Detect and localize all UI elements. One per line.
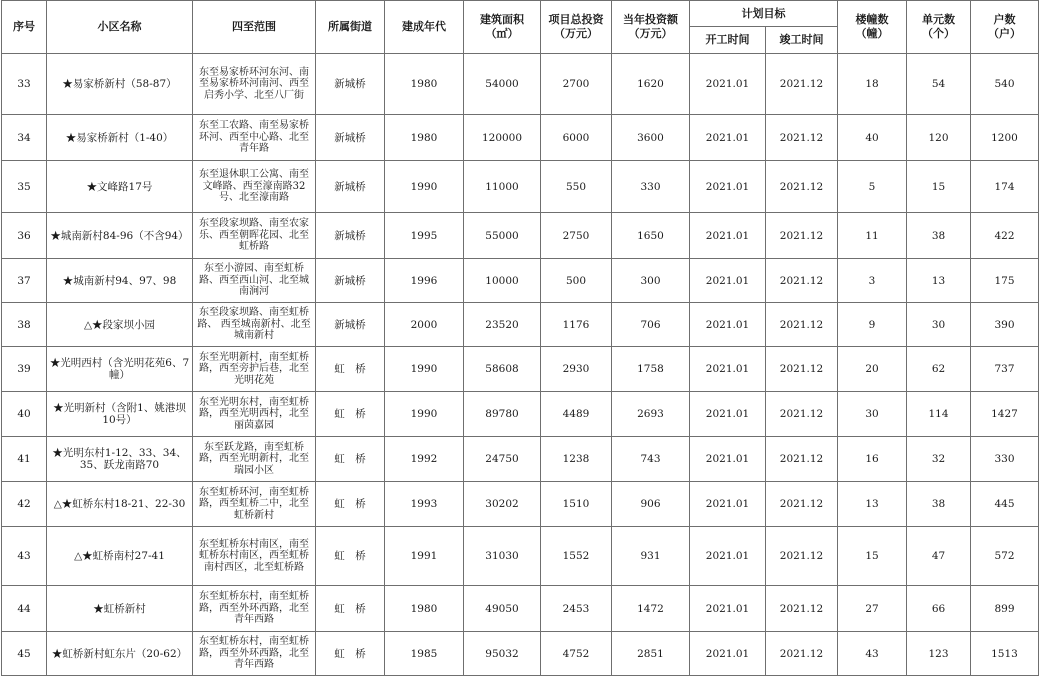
cell-annual-investment: 1620 xyxy=(612,54,690,115)
cell-household-count: 899 xyxy=(971,586,1039,632)
cell-built-year: 1990 xyxy=(385,161,464,213)
cell-building-count: 9 xyxy=(838,303,907,347)
cell-community-name: ★光明东村1-12、33、34、35、跃龙南路70 xyxy=(47,437,193,482)
header-total-invest xyxy=(541,1,612,54)
table-row xyxy=(2,632,1039,676)
cell-start-date: 2021.01 xyxy=(690,303,766,347)
cell-annual-investment: 330 xyxy=(612,161,690,213)
cell-finish-date: 2021.12 xyxy=(766,586,838,632)
cell-finish-date: 2021.12 xyxy=(766,259,838,303)
cell-building-count: 20 xyxy=(838,347,907,392)
cell-start-date: 2021.01 xyxy=(690,586,766,632)
header-line-unit: （万元） xyxy=(628,27,673,40)
header-year-invest xyxy=(612,1,690,54)
cell-street: 虹 桥 xyxy=(316,632,385,676)
cell-start-date: 2021.01 xyxy=(690,347,766,392)
cell-boundary-range: 东至虹桥东村南区，南至虹桥东村南区，西至虹桥南村西区，北至虹桥路 xyxy=(193,527,316,586)
cell-floor-area: 11000 xyxy=(464,161,541,213)
cell-built-year: 1980 xyxy=(385,115,464,161)
cell-seq: 36 xyxy=(2,213,47,259)
cell-total-investment: 1552 xyxy=(541,527,612,586)
cell-floor-area: 30202 xyxy=(464,482,541,527)
cell-seq: 34 xyxy=(2,115,47,161)
cell-annual-investment: 743 xyxy=(612,437,690,482)
cell-finish-date: 2021.12 xyxy=(766,115,838,161)
table-row xyxy=(2,161,1039,213)
cell-community-name: ★光明西村（含光明花苑6、7幢） xyxy=(47,347,193,392)
cell-community-name: ★易家桥新村（58-87） xyxy=(47,54,193,115)
cell-household-count: 737 xyxy=(971,347,1039,392)
header-line-unit: （万元） xyxy=(554,27,598,40)
cell-seq: 35 xyxy=(2,161,47,213)
header-range: 四至范围 xyxy=(193,1,316,54)
header-line-label: 单元数 xyxy=(922,13,955,26)
cell-finish-date: 2021.12 xyxy=(766,54,838,115)
cell-street: 新城桥 xyxy=(316,54,385,115)
cell-street: 新城桥 xyxy=(316,213,385,259)
cell-floor-area: 24750 xyxy=(464,437,541,482)
cell-built-year: 1985 xyxy=(385,632,464,676)
cell-building-count: 15 xyxy=(838,527,907,586)
cell-household-count: 390 xyxy=(971,303,1039,347)
cell-total-investment: 2750 xyxy=(541,213,612,259)
table-row xyxy=(2,437,1039,482)
cell-street: 虹 桥 xyxy=(316,586,385,632)
header-line-label: 项目总投资 xyxy=(548,13,604,26)
table-row xyxy=(2,303,1039,347)
header-line-unit: （户） xyxy=(988,27,1021,40)
cell-seq: 41 xyxy=(2,437,47,482)
cell-annual-investment: 3600 xyxy=(612,115,690,161)
cell-floor-area: 10000 xyxy=(464,259,541,303)
header-start: 开工时间 xyxy=(690,27,766,54)
cell-street: 新城桥 xyxy=(316,161,385,213)
table-row xyxy=(2,586,1039,632)
cell-finish-date: 2021.12 xyxy=(766,527,838,586)
cell-boundary-range: 东至段家坝路、南至农家乐、西至朝晖花园、北至虹桥路 xyxy=(193,213,316,259)
cell-community-name: ★城南新村84-96（不含94） xyxy=(47,213,193,259)
cell-building-count: 40 xyxy=(838,115,907,161)
cell-boundary-range: 东至光明新村，南至虹桥路，西至旁护后巷，北至光明花苑 xyxy=(193,347,316,392)
cell-finish-date: 2021.12 xyxy=(766,392,838,437)
cell-total-investment: 2930 xyxy=(541,347,612,392)
table-row xyxy=(2,115,1039,161)
cell-finish-date: 2021.12 xyxy=(766,161,838,213)
cell-total-investment: 500 xyxy=(541,259,612,303)
cell-start-date: 2021.01 xyxy=(690,161,766,213)
table-row xyxy=(2,482,1039,527)
cell-building-count: 13 xyxy=(838,482,907,527)
cell-built-year: 1996 xyxy=(385,259,464,303)
cell-boundary-range: 东至跃龙路，南至虹桥路，西至光明新村，北至瑞园小区 xyxy=(193,437,316,482)
header-street: 所属街道 xyxy=(316,1,385,54)
cell-annual-investment: 906 xyxy=(612,482,690,527)
cell-boundary-range: 东至小游园、南至虹桥路、西至西山河、北至城南涧河 xyxy=(193,259,316,303)
cell-annual-investment: 1650 xyxy=(612,213,690,259)
cell-street: 新城桥 xyxy=(316,115,385,161)
cell-community-name: △★虹桥东村18-21、22-30 xyxy=(47,482,193,527)
table-row xyxy=(2,259,1039,303)
cell-start-date: 2021.01 xyxy=(690,54,766,115)
cell-floor-area: 95032 xyxy=(464,632,541,676)
header-line-label: 建筑面积 xyxy=(480,13,524,26)
cell-annual-investment: 2693 xyxy=(612,392,690,437)
cell-floor-area: 49050 xyxy=(464,586,541,632)
cell-street: 虹 桥 xyxy=(316,527,385,586)
cell-finish-date: 2021.12 xyxy=(766,437,838,482)
header-units xyxy=(907,1,971,54)
table-body xyxy=(2,54,1039,676)
cell-unit-count: 38 xyxy=(907,482,971,527)
cell-unit-count: 38 xyxy=(907,213,971,259)
table-row xyxy=(2,347,1039,392)
cell-boundary-range: 东至段家坝路、南至虹桥路、 西至城南新村、北至城南新村 xyxy=(193,303,316,347)
cell-unit-count: 120 xyxy=(907,115,971,161)
cell-household-count: 330 xyxy=(971,437,1039,482)
cell-unit-count: 32 xyxy=(907,437,971,482)
cell-household-count: 422 xyxy=(971,213,1039,259)
cell-street: 虹 桥 xyxy=(316,482,385,527)
cell-annual-investment: 706 xyxy=(612,303,690,347)
cell-floor-area: 54000 xyxy=(464,54,541,115)
header-households xyxy=(971,1,1039,54)
cell-street: 新城桥 xyxy=(316,259,385,303)
header-line-label: 楼幢数 xyxy=(855,13,889,26)
cell-floor-area: 89780 xyxy=(464,392,541,437)
cell-start-date: 2021.01 xyxy=(690,632,766,676)
cell-finish-date: 2021.12 xyxy=(766,213,838,259)
cell-boundary-range: 东至退休职工公寓、南至文峰路、西至濠南路32号、北至濠南路 xyxy=(193,161,316,213)
cell-building-count: 27 xyxy=(838,586,907,632)
cell-built-year: 1992 xyxy=(385,437,464,482)
cell-household-count: 1513 xyxy=(971,632,1039,676)
table-row xyxy=(2,213,1039,259)
cell-household-count: 572 xyxy=(971,527,1039,586)
cell-unit-count: 13 xyxy=(907,259,971,303)
cell-finish-date: 2021.12 xyxy=(766,632,838,676)
header-area xyxy=(464,1,541,54)
cell-seq: 37 xyxy=(2,259,47,303)
cell-unit-count: 54 xyxy=(907,54,971,115)
cell-building-count: 16 xyxy=(838,437,907,482)
cell-floor-area: 55000 xyxy=(464,213,541,259)
cell-community-name: △★段家坝小园 xyxy=(47,303,193,347)
cell-building-count: 5 xyxy=(838,161,907,213)
renovation-table xyxy=(1,0,1039,676)
cell-start-date: 2021.01 xyxy=(690,213,766,259)
cell-community-name: ★文峰路17号 xyxy=(47,161,193,213)
cell-annual-investment: 300 xyxy=(612,259,690,303)
cell-community-name: ★虹桥新村 xyxy=(47,586,193,632)
cell-start-date: 2021.01 xyxy=(690,437,766,482)
cell-start-date: 2021.01 xyxy=(690,115,766,161)
cell-built-year: 1990 xyxy=(385,392,464,437)
cell-total-investment: 4752 xyxy=(541,632,612,676)
table-row xyxy=(2,392,1039,437)
cell-built-year: 1993 xyxy=(385,482,464,527)
cell-seq: 45 xyxy=(2,632,47,676)
cell-built-year: 1980 xyxy=(385,586,464,632)
cell-boundary-range: 东至虹桥东村，南至虹桥路，西至外环西路，北至青年西路 xyxy=(193,632,316,676)
cell-building-count: 43 xyxy=(838,632,907,676)
header-line-label: 当年投资额 xyxy=(623,13,678,26)
cell-floor-area: 31030 xyxy=(464,527,541,586)
cell-boundary-range: 东至虹桥环河，南至虹桥路，西至虹桥二中，北至虹桥新村 xyxy=(193,482,316,527)
cell-seq: 42 xyxy=(2,482,47,527)
cell-household-count: 174 xyxy=(971,161,1039,213)
table-row xyxy=(2,54,1039,115)
cell-household-count: 540 xyxy=(971,54,1039,115)
cell-boundary-range: 东至光明东村，南至虹桥路，西至光明西村，北至丽茵嘉园 xyxy=(193,392,316,437)
cell-start-date: 2021.01 xyxy=(690,527,766,586)
cell-street: 虹 桥 xyxy=(316,347,385,392)
cell-annual-investment: 1758 xyxy=(612,347,690,392)
cell-street: 新城桥 xyxy=(316,303,385,347)
cell-start-date: 2021.01 xyxy=(690,392,766,437)
cell-start-date: 2021.01 xyxy=(690,259,766,303)
cell-community-name: ★城南新村94、97、98 xyxy=(47,259,193,303)
cell-finish-date: 2021.12 xyxy=(766,482,838,527)
cell-unit-count: 47 xyxy=(907,527,971,586)
cell-total-investment: 4489 xyxy=(541,392,612,437)
cell-boundary-range: 东至工农路、南至易家桥环河、西至中心路、北至青年路 xyxy=(193,115,316,161)
cell-boundary-range: 东至虹桥东村，南至虹桥路，西至外环西路，北至青年西路 xyxy=(193,586,316,632)
cell-floor-area: 120000 xyxy=(464,115,541,161)
cell-seq: 38 xyxy=(2,303,47,347)
cell-seq: 33 xyxy=(2,54,47,115)
cell-street: 虹 桥 xyxy=(316,392,385,437)
cell-household-count: 445 xyxy=(971,482,1039,527)
header-plan: 计划目标 xyxy=(690,1,838,27)
cell-total-investment: 1176 xyxy=(541,303,612,347)
cell-boundary-range: 东至易家桥环河东河、南至易家桥环河南河、西至启秀小学、北至八厂街 xyxy=(193,54,316,115)
cell-total-investment: 2453 xyxy=(541,586,612,632)
header-line-unit: （幢） xyxy=(855,27,889,40)
cell-seq: 39 xyxy=(2,347,47,392)
cell-community-name: ★易家桥新村（1-40） xyxy=(47,115,193,161)
header-seq: 序号 xyxy=(2,1,47,54)
header-line-label: 户数 xyxy=(993,13,1016,26)
cell-building-count: 3 xyxy=(838,259,907,303)
header-name: 小区名称 xyxy=(47,1,193,54)
cell-built-year: 1991 xyxy=(385,527,464,586)
cell-unit-count: 62 xyxy=(907,347,971,392)
cell-built-year: 1990 xyxy=(385,347,464,392)
cell-built-year: 1980 xyxy=(385,54,464,115)
cell-start-date: 2021.01 xyxy=(690,482,766,527)
cell-unit-count: 123 xyxy=(907,632,971,676)
cell-household-count: 1427 xyxy=(971,392,1039,437)
cell-seq: 43 xyxy=(2,527,47,586)
cell-community-name: ★虹桥新村虹东片（20-62） xyxy=(47,632,193,676)
cell-seq: 40 xyxy=(2,392,47,437)
cell-building-count: 11 xyxy=(838,213,907,259)
table-row xyxy=(2,527,1039,586)
cell-unit-count: 30 xyxy=(907,303,971,347)
cell-finish-date: 2021.12 xyxy=(766,347,838,392)
cell-floor-area: 58608 xyxy=(464,347,541,392)
cell-floor-area: 23520 xyxy=(464,303,541,347)
cell-total-investment: 6000 xyxy=(541,115,612,161)
cell-total-investment: 550 xyxy=(541,161,612,213)
header-finish: 竣工时间 xyxy=(766,27,838,54)
cell-total-investment: 2700 xyxy=(541,54,612,115)
header-line-unit: （㎡） xyxy=(485,27,519,40)
cell-annual-investment: 2851 xyxy=(612,632,690,676)
cell-building-count: 30 xyxy=(838,392,907,437)
cell-annual-investment: 931 xyxy=(612,527,690,586)
cell-community-name: ★光明新村（含附1、姚港坝10号） xyxy=(47,392,193,437)
cell-built-year: 1995 xyxy=(385,213,464,259)
cell-unit-count: 66 xyxy=(907,586,971,632)
header-line-unit: （个） xyxy=(922,27,955,40)
cell-seq: 44 xyxy=(2,586,47,632)
cell-household-count: 175 xyxy=(971,259,1039,303)
cell-building-count: 18 xyxy=(838,54,907,115)
header-buildings xyxy=(838,1,907,54)
cell-unit-count: 15 xyxy=(907,161,971,213)
cell-street: 虹 桥 xyxy=(316,437,385,482)
cell-household-count: 1200 xyxy=(971,115,1039,161)
cell-community-name: △★虹桥南村27-41 xyxy=(47,527,193,586)
cell-finish-date: 2021.12 xyxy=(766,303,838,347)
cell-total-investment: 1238 xyxy=(541,437,612,482)
cell-total-investment: 1510 xyxy=(541,482,612,527)
header-year: 建成年代 xyxy=(385,1,464,54)
cell-annual-investment: 1472 xyxy=(612,586,690,632)
cell-unit-count: 114 xyxy=(907,392,971,437)
cell-built-year: 2000 xyxy=(385,303,464,347)
table-header xyxy=(2,1,1039,54)
